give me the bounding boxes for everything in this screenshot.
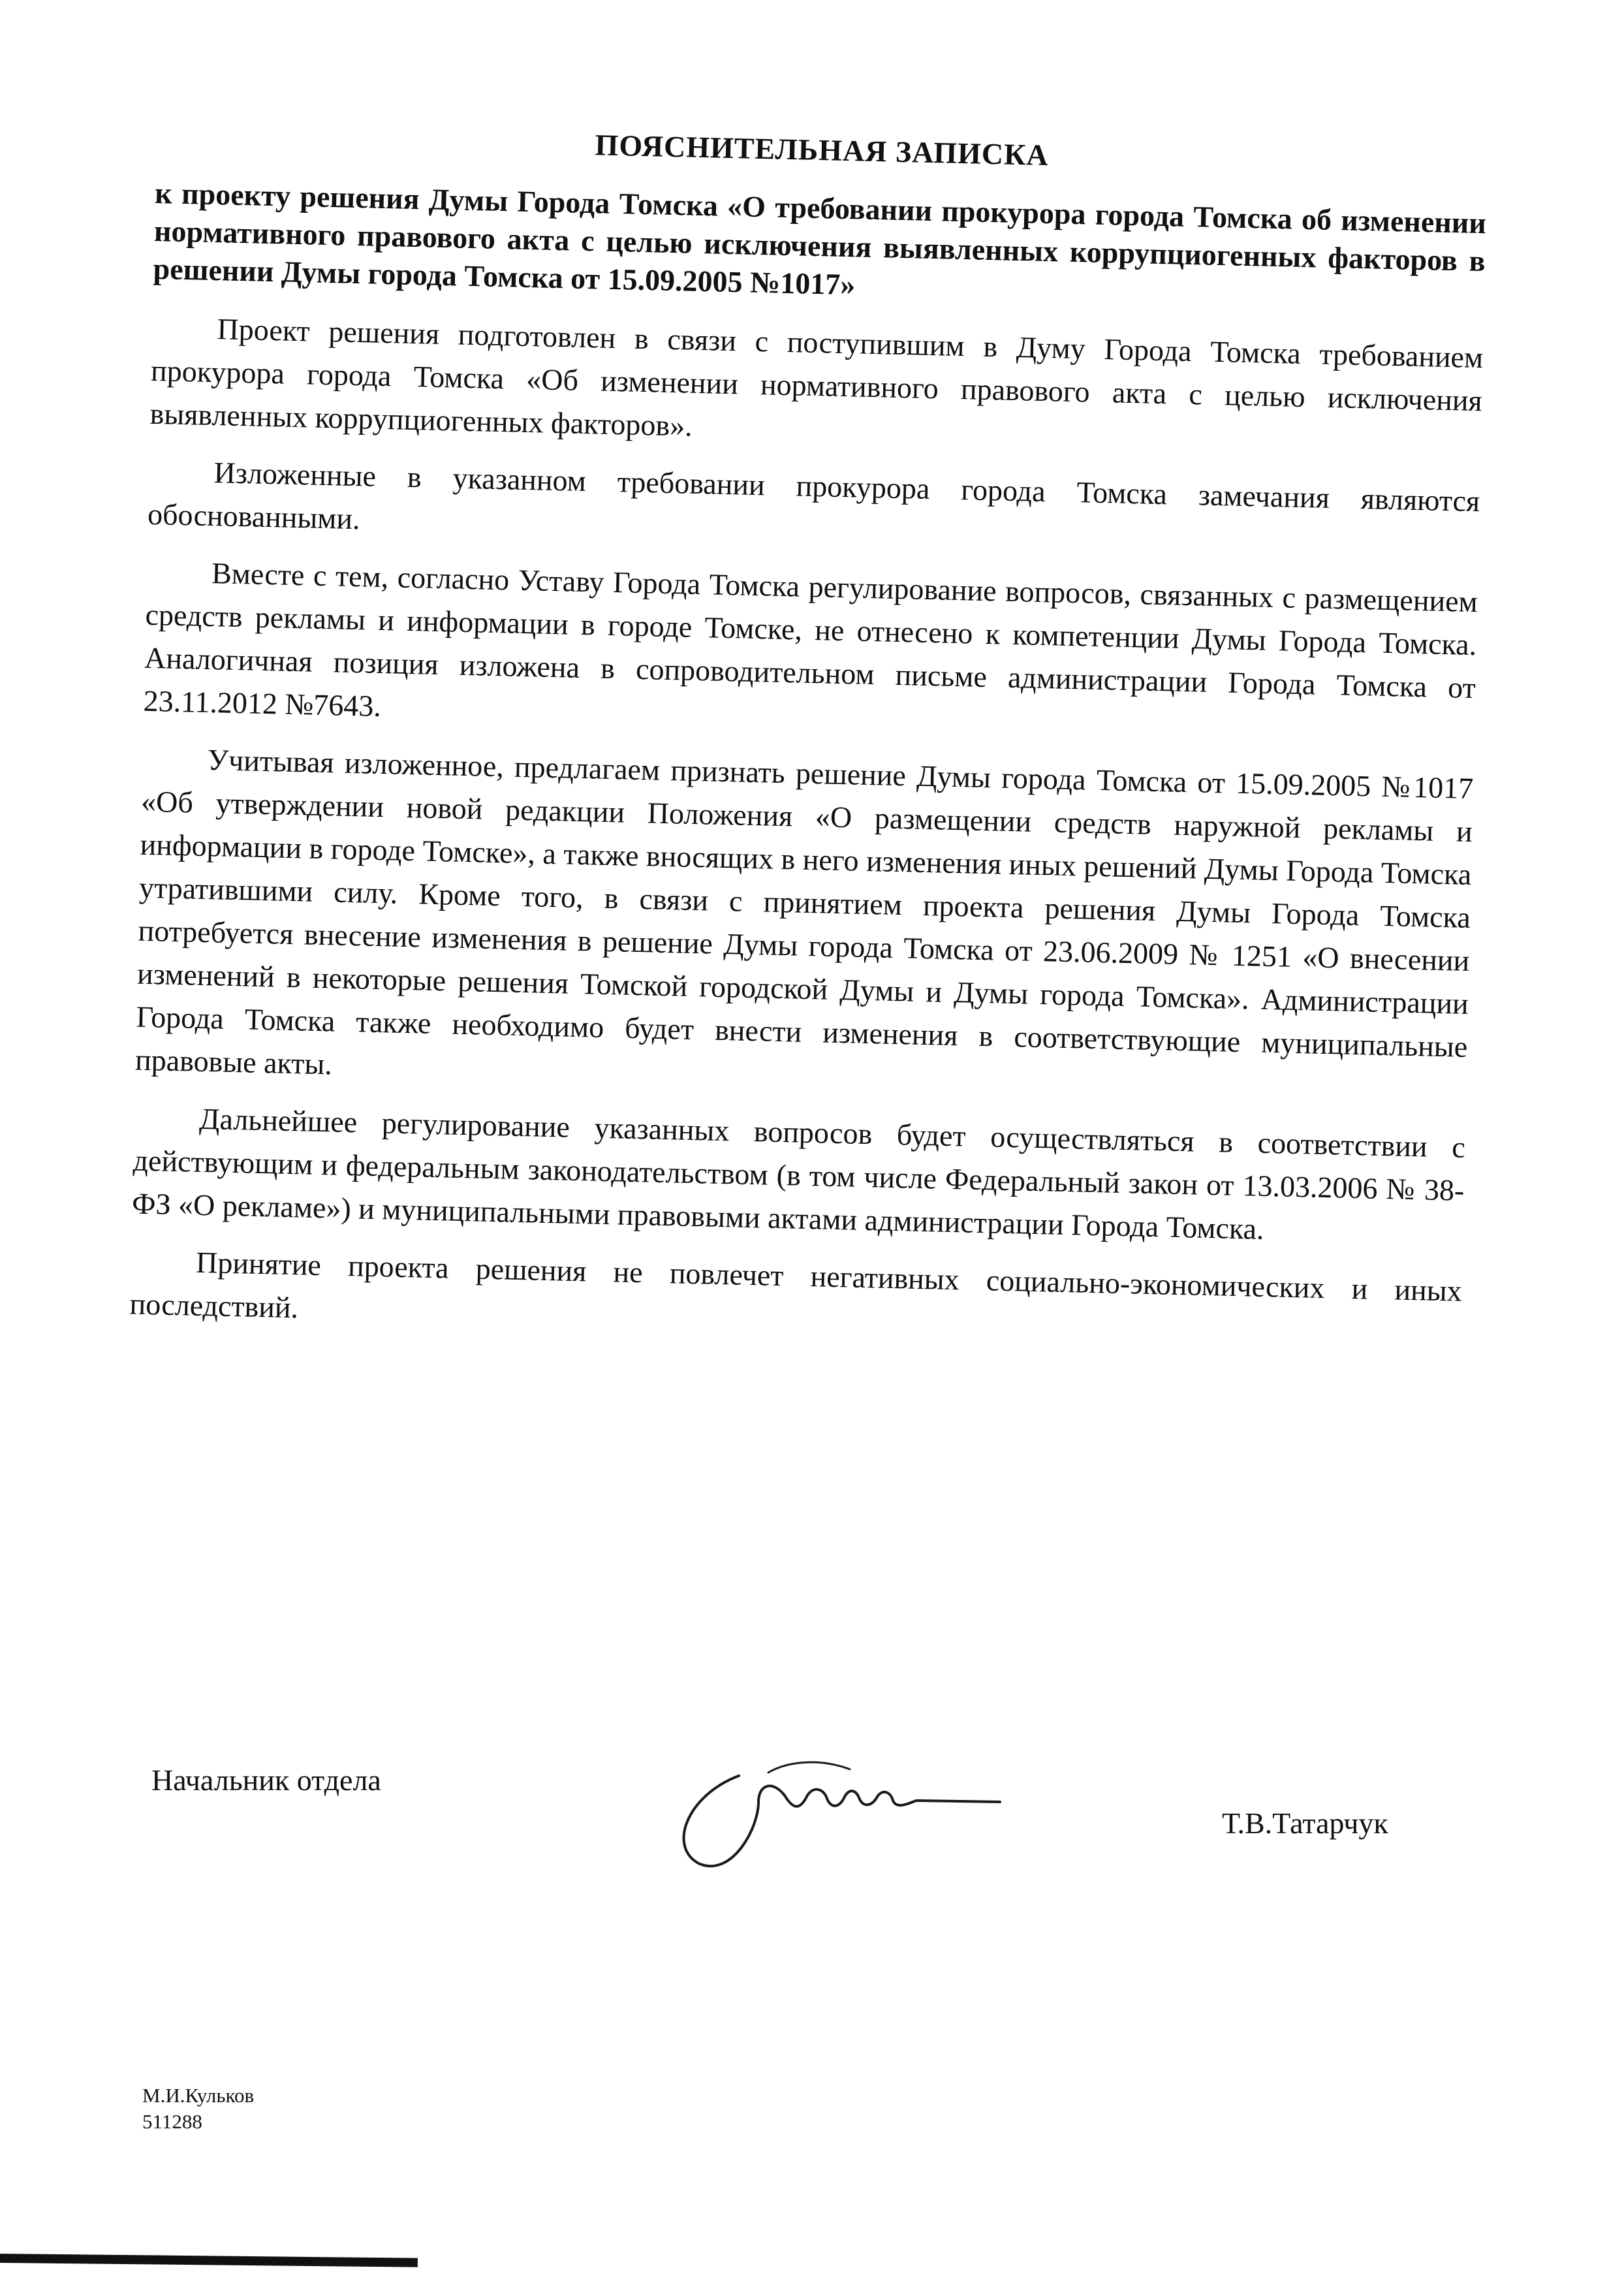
- paragraph: Изложенные в указанном требовании прокурора города Томска замечания являются обоснованными.: [147, 456, 1480, 536]
- paragraph: Учитывая изложенное, предлагаем признать решение Думы города Томска от 15.09.2005 №1017 «Об утверждении новой редакции Положения «О размещении средств наружной рекламы и информации в городе Томске», а также вносящих в него изменения иных решений Думы Города Томска утратившими силу. Кроме того, в связи с принятием проекта решения Думы Города Томска потребуется внесение изменения в решение Думы города Томска от 23.06.2009 № 1251 «О внесении изменений в некоторые решения Томской городской Думы и Думы города Томска». Администрации Города Томска также необходимо будет внести изменения в соответствующие муниципальные правовые акты.: [134, 743, 1474, 1081]
- executor-phone: 511288: [142, 2110, 202, 2133]
- executor-name: М.И.Кульков: [142, 2084, 255, 2107]
- document-subtitle: к проекту решения Думы Города Томска «О требовании прокурора города Томска об изменении нормативного правового акта с целью исключения выявленных коррупциогенных факторов в решении Думы города Томска от 15.09.2005 №1017»: [153, 176, 1487, 302]
- paragraph: Проект решения подготовлен в связи с поступившим в Думу Города Томска требованием прокурора города Томска «Об изменении нормативного правового акта с целью исключения выявленных коррупциогенных факторов».: [149, 312, 1484, 443]
- paragraph: Дальнейшее регулирование указанных вопросов будет осуществляться в соответствии с действующим и федеральным законодательством (в том числе Федеральный закон от 13.03.2006 № 38-ФЗ «О рекламе») и муниципальными правовыми актами администрации Города Томска.: [131, 1101, 1466, 1246]
- handwritten-signature: [661, 1750, 1026, 1893]
- signer-position: Начальник отдела: [151, 1763, 381, 1797]
- signer-name: Т.В.Татарчук: [1222, 1806, 1388, 1840]
- paragraph: Принятие проекта решения не повлечет негативных социально-экономических и иных последствий.: [129, 1245, 1463, 1325]
- document-title: ПОЯСНИТЕЛЬНАЯ ЗАПИСКА: [595, 128, 1050, 172]
- signature-block: [151, 1763, 1457, 1906]
- paragraph: Вместе с тем, согласно Уставу Города Томска регулирование вопросов, связанных с размещением средств рекламы и информации в городе Томске, не отнесено к компетенции Думы Города Томска. Аналогичная позиция изложена в сопроводительном письме администрации Города Томска от 23.11.2012 №7643.: [143, 556, 1478, 723]
- executor-info: [142, 2083, 254, 2135]
- scan-edge-line: [0, 2254, 418, 2267]
- document-body: [129, 118, 1488, 1370]
